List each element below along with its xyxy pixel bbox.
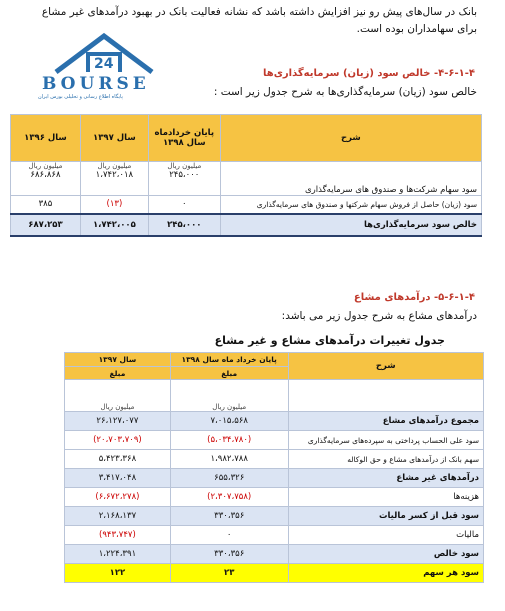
logo-emblem-icon xyxy=(34,32,174,76)
table-title: جدول تغییرات درآمدهای مشاع و غیر مشاع xyxy=(214,334,445,347)
row-cell: ۶۵۵،۳۲۶ xyxy=(170,469,288,488)
row-cell: ۳،۴۱۷،۰۴۸ xyxy=(65,469,171,488)
total-cell: ۲۴۵،۰۰۰ xyxy=(148,214,220,236)
table-row xyxy=(65,412,484,431)
row-cell: ۲۶،۱۲۷،۰۷۷ xyxy=(65,412,171,431)
unit-label: میلیون ریال xyxy=(170,380,288,412)
row-cell: (۶،۶۷۲،۲۷۸) xyxy=(65,488,171,507)
mosha-income-table xyxy=(64,352,484,583)
total-cell: ۶۸۷،۲۵۳ xyxy=(11,214,81,236)
header-col-1396: سال ۱۳۹۶ xyxy=(11,115,81,162)
row-cell: (۵،۰۳۴،۷۸۰) xyxy=(170,431,288,450)
row-cell: ۱،۹۸۲،۷۸۸ xyxy=(170,450,288,469)
table-row xyxy=(65,450,484,469)
logo-wordmark: BOURSE xyxy=(42,74,150,94)
header-col-1397: سال ۱۳۹۷ xyxy=(65,353,171,367)
section-text-investments: خالص سود (زیان) سرمایه‌گذاری‌ها به شرح جدول زیر است : xyxy=(213,86,477,98)
empty-cell xyxy=(288,380,483,412)
header-amount: مبلغ xyxy=(65,367,171,380)
row-desc: هزینه‌ها xyxy=(288,488,483,507)
row-desc: سود (زیان) حاصل از فروش سهام شرکتها و صندوق های سرمایه‌گذاری xyxy=(220,196,481,214)
unit-row xyxy=(65,380,484,412)
row-cell: (۱۳) xyxy=(80,196,148,214)
investments-table xyxy=(10,114,482,237)
row-cell: ۱۲۲ xyxy=(65,564,171,583)
header-desc: شرح xyxy=(220,115,481,162)
section-heading-mosha-income: ۵-۶-۱-۴- درآمدهای مشاع xyxy=(353,292,475,303)
row-cell xyxy=(148,162,220,196)
row-cell: ۰ xyxy=(170,526,288,545)
svg-text:24: 24 xyxy=(94,56,114,72)
header-col-1398: پایان خردادماه سال ۱۳۹۸ xyxy=(148,115,220,162)
row-cell: ۱،۲۲۴،۳۹۱ xyxy=(65,545,171,564)
row-cell xyxy=(11,162,81,196)
table-row xyxy=(11,162,482,196)
header-desc: شرح xyxy=(288,353,483,380)
table-row xyxy=(65,431,484,450)
row-cell: (۲۰،۷۰۳،۷۰۹) xyxy=(65,431,171,450)
table-row xyxy=(11,196,482,214)
row-cell: ۳۳۰،۳۵۶ xyxy=(170,545,288,564)
row-cell: ۵،۴۲۳،۳۶۸ xyxy=(65,450,171,469)
row-cell: (۹۴۳،۷۴۷) xyxy=(65,526,171,545)
unit-label: میلیون ریال xyxy=(97,162,132,170)
row-cell: ۳۸۵ xyxy=(11,196,81,214)
row-cell xyxy=(80,162,148,196)
intro-paragraph: بانک در سال‌های پیش رو نیز افزایش داشته باشد که نشانه فعالیت بانک در بهبود درآمدهای غیر مشاع برای سهامداران بوده است. xyxy=(41,6,477,35)
row-desc: مالیات xyxy=(288,526,483,545)
row-cell: ۳۳۰،۳۵۶ xyxy=(170,507,288,526)
row-desc: سود خالص xyxy=(288,545,483,564)
total-desc: خالص سود سرمایه‌گذاری‌ها xyxy=(220,214,481,236)
value: ۶۸۶،۸۶۸ xyxy=(30,170,61,180)
header-col-1398: پایان خرداد ماه سال ۱۳۹۸ xyxy=(170,353,288,367)
row-desc: سهم بانک از درآمدهای مشاع و حق الوکاله xyxy=(288,450,483,469)
section-text-mosha-income: درآمدهای مشاع به شرح جدول زیر می باشد: xyxy=(281,310,477,322)
row-desc: سود قبل از کسر مالیات xyxy=(288,507,483,526)
table-row xyxy=(65,545,484,564)
table-row xyxy=(65,507,484,526)
table-total-row xyxy=(11,214,482,236)
row-desc: درآمدهای غیر مشاع xyxy=(288,469,483,488)
row-desc: مجموع درآمدهای مشاع xyxy=(288,412,483,431)
table-header-row xyxy=(11,115,482,162)
row-desc: سود سهام شرکت‌ها و صندوق های سرمایه‌گذاری xyxy=(220,162,481,196)
row-desc: سود هر سهم xyxy=(288,564,483,583)
unit-label: میلیون ریال xyxy=(167,162,202,170)
row-cell: ۲۳ xyxy=(170,564,288,583)
logo-tagline: پایگاه اطلاع رسانی و تحلیلی بورس ایران xyxy=(38,94,123,100)
table-row xyxy=(65,526,484,545)
header-amount: مبلغ xyxy=(170,367,288,380)
row-cell: ۰ xyxy=(148,196,220,214)
header-col-1397: سال ۱۳۹۷ xyxy=(80,115,148,162)
row-cell: ۷،۰۱۵،۵۶۸ xyxy=(170,412,288,431)
table-row xyxy=(65,488,484,507)
table-header-row xyxy=(65,353,484,367)
value: ۱،۷۴۲،۰۱۸ xyxy=(95,170,134,180)
row-desc: سود علی الحساب پرداختی به سپرده‌های سرمایه‌گذاری xyxy=(288,431,483,450)
section-heading-investments: ۴-۶-۱-۴- خالص سود (زیان) سرمایه‌گذاری‌ها xyxy=(263,68,475,79)
table-row-eps xyxy=(65,564,484,583)
row-cell: (۲،۳۰۷،۷۵۸) xyxy=(170,488,288,507)
value: ۲۴۵،۰۰۰ xyxy=(169,170,200,180)
table-row xyxy=(65,469,484,488)
row-cell: ۲،۱۶۸،۱۳۷ xyxy=(65,507,171,526)
unit-label: میلیون ریال xyxy=(65,380,171,412)
unit-label: میلیون ریال xyxy=(28,162,63,170)
total-cell: ۱،۷۴۲،۰۰۵ xyxy=(80,214,148,236)
